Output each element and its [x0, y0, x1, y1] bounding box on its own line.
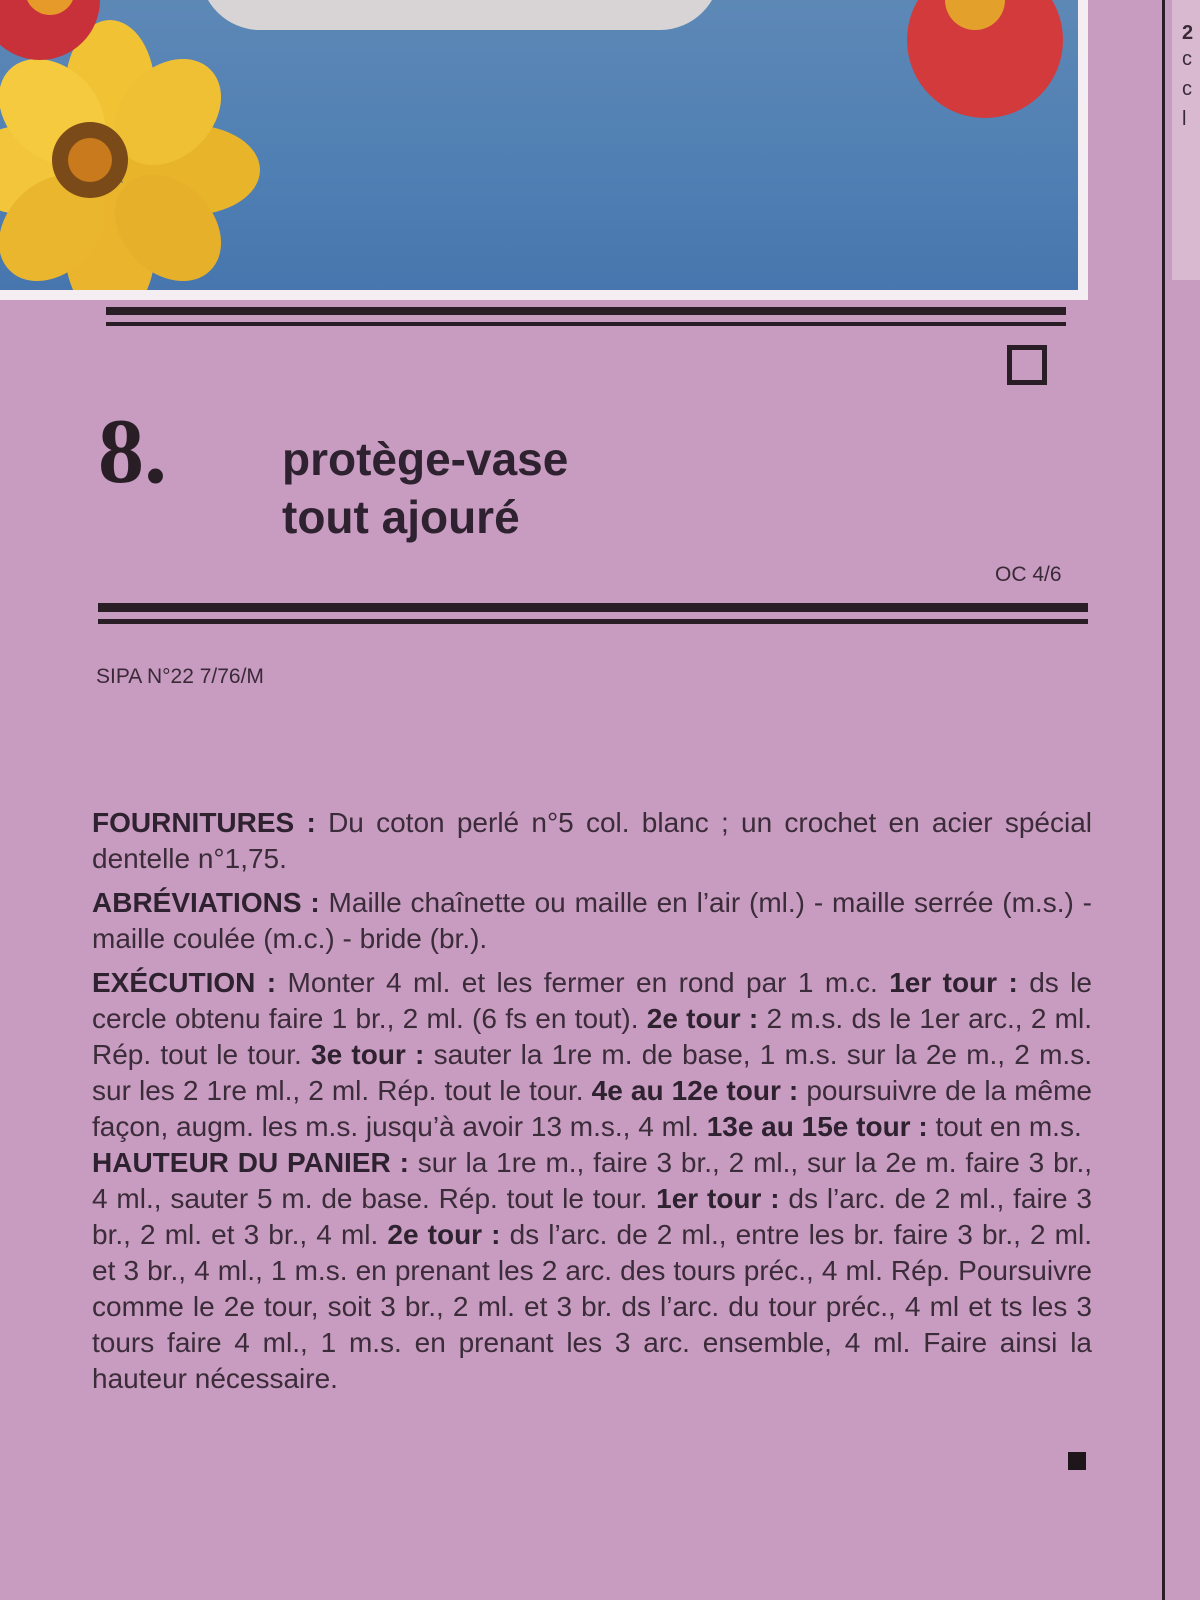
- pattern-number: 8.: [98, 400, 167, 502]
- hauteur-step: 2e tour :: [387, 1219, 501, 1250]
- abreviations-heading: ABRÉVIATIONS :: [92, 887, 320, 918]
- adjacent-page-fragment: 2: [1182, 22, 1194, 44]
- execution-heading: EXÉCUTION :: [92, 967, 277, 998]
- fournitures-paragraph: [92, 805, 1092, 877]
- execution-text: poursuivre de la même façon, augm. les m.s. jusqu’à avoir 13 m.s., 4 ml.: [92, 1075, 1093, 1142]
- adjacent-page-fragment: c: [1182, 78, 1192, 100]
- execution-step: 2e tour :: [646, 1003, 759, 1034]
- execution-text: Monter 4 ml. et les fermer en rond par 1 m.c.: [276, 967, 890, 998]
- red-flower-right-image: [900, 0, 1070, 140]
- abreviations-text: Maille chaînette ou maille en l’air (ml.) - maille serrée (m.s.) - maille coulée (m.c.) - bride (br.).: [92, 887, 1092, 954]
- pattern-checkbox[interactable]: [1007, 345, 1047, 385]
- execution-step: 13e au 15e tour :: [706, 1111, 928, 1142]
- title-line-2: tout ajouré: [282, 491, 520, 543]
- pattern-code: OC 4/6: [995, 563, 1062, 586]
- abreviations-paragraph: [92, 885, 1092, 957]
- execution-step: 1er tour :: [889, 967, 1018, 998]
- header-photo: [0, 0, 1088, 300]
- adjacent-page-fragment: l: [1182, 108, 1187, 130]
- execution-text: sauter la 1re m. de base, 1 m.s. sur la 2e m., 2 m.s. sur les 2 1re ml., 2 ml. Rép. tout le tour.: [92, 1039, 1092, 1106]
- hauteur-step: 1er tour :: [656, 1183, 780, 1214]
- instructions: [92, 805, 1092, 1397]
- hauteur-heading: HAUTEUR DU PANIER :: [92, 1147, 409, 1178]
- fournitures-text: Du coton perlé n°5 col. blanc ; un crochet en acier spécial dentelle n°1,75.: [92, 807, 1092, 874]
- publication-reference: SIPA N°22 7/76/M: [96, 665, 264, 688]
- hauteur-text: sur la 1re m., faire 3 br., 2 ml., sur la 2e m. faire 3 br., 4 ml., sauter 5 m. de base. Rép. tout le tour.: [92, 1147, 1092, 1214]
- execution-step: 3e tour :: [311, 1039, 425, 1070]
- execution-text: ds le cercle obtenu faire 1 br., 2 ml. (6 fs en tout).: [92, 967, 1092, 1034]
- bottom-rule-thick: [98, 603, 1088, 612]
- execution-text: 2 m.s. ds le 1er arc., 2 ml. Rép. tout le tour.: [92, 1003, 1092, 1070]
- execution-paragraph: [92, 965, 1092, 1397]
- end-of-article-square: [1068, 1452, 1086, 1470]
- hauteur-text: ds l’arc. de 2 ml., entre les br. faire 3 br., 2 ml. et 3 br., 4 ml., 1 m.s. en prenant les 2 arc. des tours préc., 4 ml. Rép. Poursuivre comme le 2e tour, soit 3 br., 2 ml. et 3 br. ds l’arc. du tour préc., 4 ml et ts les 3 tours faire 4 ml., 1 m.s. en prenant les 3 arc. ensemble, 4 ml. Faire ainsi la hauteur nécessaire.: [92, 1219, 1092, 1394]
- top-rule-thick: [106, 307, 1066, 315]
- fournitures-heading: FOURNITURES :: [92, 807, 316, 838]
- red-flower-image: [0, 0, 140, 80]
- execution-step: 4e au 12e tour :: [591, 1075, 799, 1106]
- page-edge-rule: [1162, 0, 1165, 1600]
- top-rule-thin: [106, 322, 1066, 326]
- hauteur-text: ds l’arc. de 2 ml., faire 3 br., 2 ml. et 3 br., 4 ml.: [92, 1183, 1092, 1250]
- title-line-1: protège-vase: [282, 433, 569, 485]
- bottom-rule-thin: [98, 619, 1088, 624]
- pattern-title: [282, 430, 568, 546]
- adjacent-page-fragment: c: [1182, 48, 1192, 70]
- execution-text: tout en m.s.: [927, 1111, 1082, 1142]
